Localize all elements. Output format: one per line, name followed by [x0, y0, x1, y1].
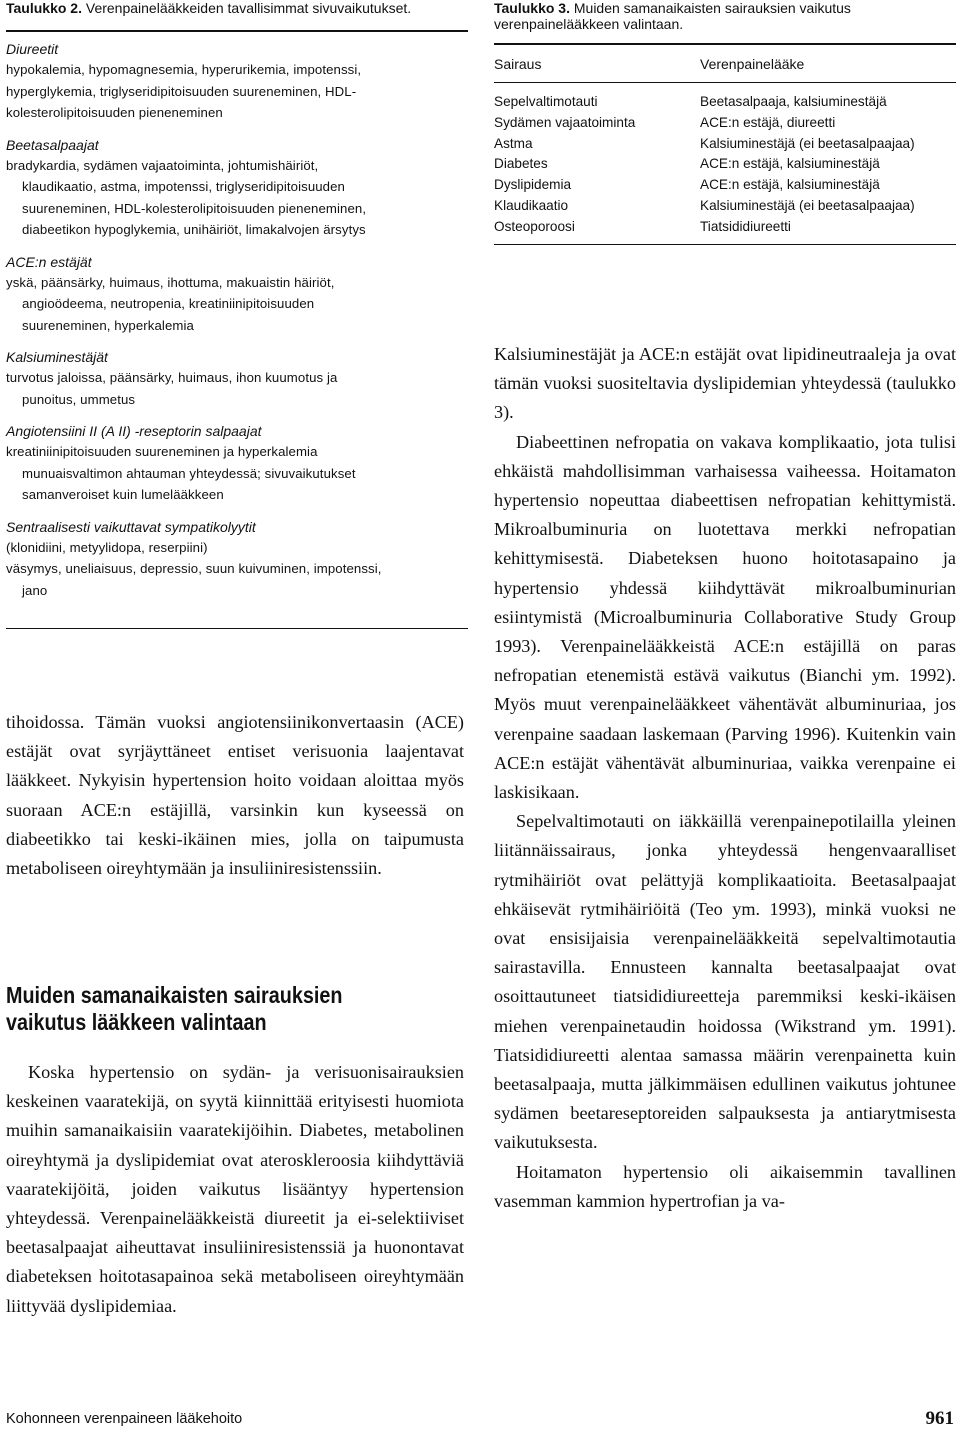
page-number: 961	[925, 1408, 954, 1429]
footer-title: Kohonneen verenpaineen lääkehoito	[6, 1411, 243, 1427]
table-row	[494, 196, 956, 217]
table-row	[494, 217, 956, 238]
table-2-label: Taulukko 2.	[6, 0, 82, 16]
table-2-line: hypokalemia, hypomagnesemia, hyperurikemia, impotenssi,	[6, 62, 362, 77]
table-2-group-heading: Diureetit	[6, 41, 59, 57]
table-3-caption	[494, 0, 956, 32]
table-cell: Sydämen vajaatoiminta	[494, 114, 636, 130]
table-row	[494, 92, 956, 113]
table-2-group-heading: ACE:n estäjät	[6, 253, 92, 270]
table-2-line: bradykardia, sydämen vajaatoiminta, johtumishäiriöt,	[6, 157, 319, 173]
section-heading-line: vaikutus lääkkeen valintaan	[6, 1009, 267, 1035]
table-2-line: punoitus, ummetus	[22, 391, 136, 407]
table-2-line: yskä, päänsärky, huimaus, ihottuma, makuaistin häiriöt,	[6, 274, 335, 290]
table-3-body	[494, 83, 956, 238]
table-2-group-ace-inhibitors	[6, 253, 470, 337]
table-row	[494, 154, 956, 175]
table-2-group-sympatholytics	[6, 518, 470, 602]
body-paragraph: Kalsiuminestäjät ja ACE:n estäjät ovat lipidineutraaleja ja ovat tämän vuoksi suositeltavia dyslipidemian yhteydessä (taulukko 3).	[494, 344, 956, 423]
table-2-line: turvotus jaloissa, päänsärky, huimaus, ihon kuumotus ja	[6, 370, 338, 385]
table-3-caption-text: Muiden samanaikaisten sairauksien vaikutus	[573, 0, 851, 16]
table-2-group-a2-blockers	[6, 422, 470, 506]
table-3-bottom-rule	[494, 244, 956, 245]
table-2-group-text	[6, 272, 470, 337]
table-2-group-calcium-blockers	[6, 348, 470, 410]
table-2-group-text	[6, 59, 470, 124]
table-cell: Beetasalpaaja, kalsiuminestäjä	[700, 94, 887, 109]
table-cell: Astma	[494, 135, 533, 151]
table-row	[494, 134, 956, 155]
body-paragraph: Koska hypertensio on sydän- ja verisuonisairauksien keskeinen vaaratekijä, on syytä kiinnittää erityisesti huomiota muihin samanaikaisiin vaaratekijöihin. Diabetes, metabolinen oireyhtymä ja dyslipidemiat ovat ateroskleroosia kiihdyttäviä vaaratekijöitä, joiden vaikutus lisääntyy hypertension yhteydessä. Verenpainelääkkeistä diureetit ja ei-selektiiviset beetasalpaajat aiheuttavat insuliiniresistenssiä ja huonontavat diabeteksen hoitotasapainoa sekä metaboliseen oireyhtymään liittyvää dyslipidemiaa.	[6, 1062, 464, 1316]
table-2-group-text	[6, 441, 470, 506]
table-2-bottom-rule	[6, 628, 468, 629]
table-2-group-beta-blockers	[6, 136, 470, 241]
table-cell: Diabetes	[494, 156, 548, 172]
table-row	[494, 175, 956, 196]
table-2-line: (klonidiini, metyylidopa, reserpiini)	[6, 539, 208, 555]
table-2-caption	[6, 0, 470, 16]
table-2-line: hyperglykemia, triglyseridipitoisuuden suureneminen, HDL-	[6, 83, 357, 99]
table-2-line: väsymys, uneliaisuus, depressio, suun kuivuminen, impotenssi,	[6, 561, 382, 576]
table-cell: Dyslipidemia	[494, 177, 572, 193]
table-2-group-text	[6, 537, 470, 602]
table-2-caption-text: Verenpainelääkkeiden tavallisimmat sivuvaikutukset.	[85, 0, 412, 16]
table-2-line: munuaisvaltimon ahtauman yhteydessä; sivuvaikutukset	[22, 465, 356, 481]
table-cell: Kalsiuminestäjä (ei beetasalpaajaa)	[700, 135, 915, 151]
table-cell: Klaudikaatio	[494, 197, 569, 213]
table-cell: ACE:n estäjä, diureetti	[700, 114, 836, 130]
table-cell: ACE:n estäjä, kalsiuminestäjä	[700, 177, 880, 193]
table-2-group-heading: Angiotensiini II (A II) -reseptorin salpaajat	[6, 423, 262, 439]
table-3	[494, 0, 956, 245]
table-2-line: kolesterolipitoisuuden pieneneminen	[6, 105, 223, 120]
table-2-line: samanveroiset kuin lumelääkkeen	[22, 487, 224, 502]
left-column-text-bottom	[6, 1058, 464, 1321]
table-cell: Osteoporoosi	[494, 218, 575, 234]
table-2-group-diuretics	[6, 40, 470, 124]
table-2-line: diabeetikon hypoglykemia, unihäiriöt, limakalvojen ärsytys	[22, 222, 366, 237]
table-2-line: suureneminen, HDL-kolesterolipitoisuuden pieneneminen,	[22, 200, 367, 216]
body-paragraph: tihoidossa. Tämän vuoksi angiotensiinikonvertaasin (ACE) estäjät ovat syrjäyttäneet entiset verisuonia laajentavat lääkkeet. Nykyisin hypertension hoito voidaan aloittaa myös suoraan ACE:n estäjillä, varsinkin kun kyseessä on diabeetikko tai keski-ikäinen mies, jolla on taipumusta metaboliseen oireyhtymään ja insuliiniresistenssiin.	[6, 712, 464, 879]
table-cell: Tiatsididiureetti	[700, 218, 791, 234]
table-2-line: jano	[22, 582, 48, 598]
right-column-text	[494, 340, 956, 1216]
table-2-group-heading: Kalsiuminestäjät	[6, 349, 108, 365]
table-cell: Kalsiuminestäjä (ei beetasalpaajaa)	[700, 197, 915, 213]
table-row	[494, 113, 956, 134]
table-2-line: angioödeema, neutropenia, kreatiniinipitoisuuden	[22, 296, 315, 311]
table-3-col-header: Sairaus	[494, 56, 542, 72]
table-cell: ACE:n estäjä, kalsiuminestäjä	[700, 156, 880, 172]
table-2-group-heading: Sentraalisesti vaikuttavat sympatikolyytit	[6, 518, 256, 535]
table-3-caption-text: verenpainelääkkeen valintaan.	[494, 16, 684, 32]
table-2-line: suureneminen, hyperkalemia	[22, 317, 194, 333]
table-3-header-row	[494, 45, 956, 83]
table-2-group-text	[6, 367, 470, 410]
section-heading-line: Muiden samanaikaisten sairauksien	[6, 982, 343, 1008]
table-3-col-header: Verenpainelääke	[700, 56, 805, 72]
section-heading	[6, 982, 466, 1036]
table-2	[6, 0, 470, 613]
table-3-label: Taulukko 3.	[494, 0, 570, 16]
table-cell: Sepelvaltimotauti	[494, 94, 598, 109]
table-2-line: kreatiniinipitoisuuden suureneminen ja hyperkalemia	[6, 444, 318, 459]
body-paragraph: Diabeettinen nefropatia on vakava komplikaatio, jota tulisi ehkäistä mahdollisimman varhaisessa vaiheessa. Hoitamaton hypertensio nopeuttaa diabeettisen nefropatian kehittymistä. Mikroalbuminuria on luotettava merkki nefropatian kehittymisestä. Diabeteksen huono hoitotasapaino ja hypertensio yhdessä kiihdyttävät mikroalbuminurian esiintymistä (Microalbuminuria Collaborative Study Group 1993). Verenpainelääkkeistä ACE:n estäjillä on paras nefropatian etenemistä estävä vaikutus (Bianchi ym. 1992). Myös muut verenpainelääkkeet vähentävät albuminuriaa, jos verenpaine saadaan laskemaan (Parving 1996). Kuitenkin vain ACE:n estäjät vähentävät albuminuriaa, vaikka verenpaine ei laskisikaan.	[494, 431, 956, 803]
table-2-group-heading: Beetasalpaajat	[6, 136, 99, 153]
table-2-top-rule	[6, 30, 468, 32]
table-2-line: klaudikaatio, astma, impotenssi, triglyseridipitoisuuden	[22, 179, 345, 194]
table-2-group-text	[6, 155, 470, 241]
body-paragraph: Hoitamaton hypertensio oli aikaisemmin tavallinen vasemman kammion hypertrofian ja va-	[494, 1161, 956, 1211]
body-paragraph: Sepelvaltimotauti on iäkkäillä verenpainepotilailla yleinen liitännäissairaus, jonka yhteydessä hengenvaaralliset rytmihäiriöt ovat pelättyjä komplikaatioita. Beetasalpaajat ehkäisevät rytmihäiriöitä (Teo ym. 1993), minkä vuoksi ne ovat ensisijaisia verenpainelääkkeitä sepelvaltimotautia sairastavilla. Ennusteen kannalta beetasalpaajat ovat osoittautuneet tiatsididiureetteja paremmiksi keski-ikäisen miehen verenpainetaudin hoidossa (Wikstrand ym. 1991). Tiatsididiureetti alentaa samassa määrin verenpainetta kuin beetasalpaaja, mutta jälkimmäisen edullinen vaikutus johtunee sydämen beetareseptoreiden salpauksesta ja antiarytmisesta vaikutuksesta.	[494, 811, 956, 1153]
left-column-text-top	[6, 708, 464, 883]
